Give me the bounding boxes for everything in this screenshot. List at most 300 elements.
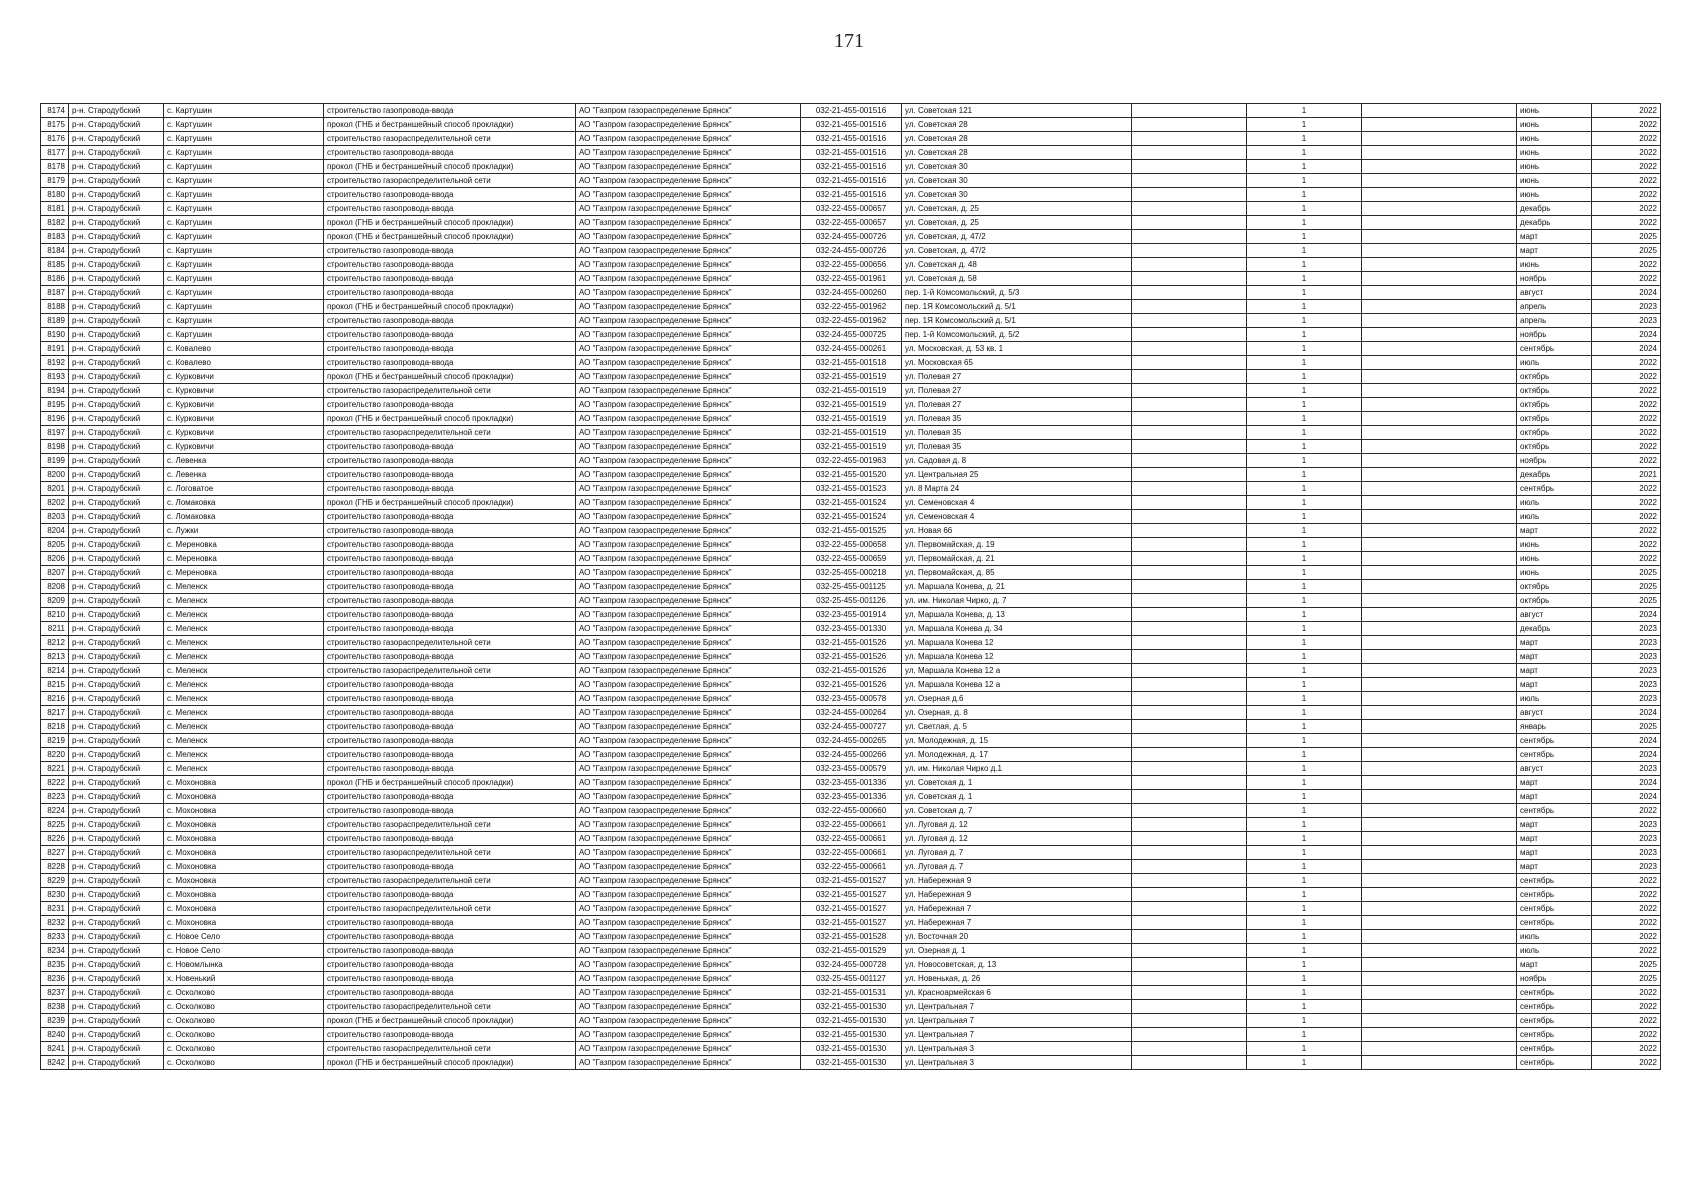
table-row (41, 678, 1661, 692)
quantity-cell: 1 (1247, 244, 1362, 258)
year-cell: 2022 (1592, 524, 1661, 538)
empty-cell (1362, 832, 1517, 846)
quantity-cell: 1 (1247, 426, 1362, 440)
row-number: 8200 (41, 468, 69, 482)
empty-cell (1362, 986, 1517, 1000)
organization-cell: АО "Газпром газораспределение Брянск" (576, 762, 801, 776)
work-type-cell: строительство газораспределительной сети (324, 132, 576, 146)
address-cell: ул. Маршала Конева 12 (902, 650, 1132, 664)
empty-cell (1132, 818, 1247, 832)
work-type-cell: строительство газопровода-ввода (324, 482, 576, 496)
table-row (41, 146, 1661, 160)
organization-cell: АО "Газпром газораспределение Брянск" (576, 146, 801, 160)
code-cell: 032-23-455-000578 (801, 692, 902, 706)
organization-cell: АО "Газпром газораспределение Брянск" (576, 412, 801, 426)
address-cell: ул. Советская 30 (902, 174, 1132, 188)
district-cell: р-н. Стародубский (69, 244, 164, 258)
table-row (41, 342, 1661, 356)
quantity-cell: 1 (1247, 958, 1362, 972)
empty-cell (1362, 678, 1517, 692)
table-row (41, 734, 1661, 748)
organization-cell: АО "Газпром газораспределение Брянск" (576, 650, 801, 664)
code-cell: 032-24-455-000726 (801, 244, 902, 258)
empty-cell (1132, 216, 1247, 230)
year-cell: 2023 (1592, 622, 1661, 636)
empty-cell (1132, 566, 1247, 580)
address-cell: ул. Советская 30 (902, 188, 1132, 202)
row-number: 8188 (41, 300, 69, 314)
empty-cell (1362, 146, 1517, 160)
address-cell: ул. Центральная 3 (902, 1056, 1132, 1070)
empty-cell (1362, 734, 1517, 748)
empty-cell (1362, 720, 1517, 734)
locality-cell: с. Картушин (164, 314, 324, 328)
table-row (41, 132, 1661, 146)
work-type-cell: строительство газораспределительной сети (324, 426, 576, 440)
row-number: 8230 (41, 888, 69, 902)
work-type-cell: строительство газопровода-ввода (324, 622, 576, 636)
empty-cell (1132, 734, 1247, 748)
table-row (41, 286, 1661, 300)
quantity-cell: 1 (1247, 902, 1362, 916)
month-cell: апрель (1517, 314, 1592, 328)
month-cell: март (1517, 650, 1592, 664)
address-cell: ул. Полевая 35 (902, 412, 1132, 426)
year-cell: 2022 (1592, 118, 1661, 132)
month-cell: октябрь (1517, 384, 1592, 398)
table-row (41, 398, 1661, 412)
address-cell: ул. Молодежная, д. 17 (902, 748, 1132, 762)
organization-cell: АО "Газпром газораспределение Брянск" (576, 636, 801, 650)
table-row (41, 944, 1661, 958)
quantity-cell: 1 (1247, 1028, 1362, 1042)
year-cell: 2022 (1592, 804, 1661, 818)
year-cell: 2022 (1592, 874, 1661, 888)
month-cell: март (1517, 776, 1592, 790)
empty-cell (1132, 846, 1247, 860)
locality-cell: с. Картушин (164, 160, 324, 174)
district-cell: р-н. Стародубский (69, 174, 164, 188)
locality-cell: с. Меленск (164, 608, 324, 622)
quantity-cell: 1 (1247, 818, 1362, 832)
empty-cell (1362, 888, 1517, 902)
quantity-cell: 1 (1247, 734, 1362, 748)
district-cell: р-н. Стародубский (69, 636, 164, 650)
table-row (41, 650, 1661, 664)
code-cell: 032-21-455-001519 (801, 412, 902, 426)
work-type-cell: строительство газопровода-ввода (324, 272, 576, 286)
empty-cell (1132, 300, 1247, 314)
quantity-cell: 1 (1247, 454, 1362, 468)
year-cell: 2022 (1592, 496, 1661, 510)
month-cell: сентябрь (1517, 1014, 1592, 1028)
district-cell: р-н. Стародубский (69, 524, 164, 538)
year-cell: 2025 (1592, 244, 1661, 258)
empty-cell (1362, 762, 1517, 776)
quantity-cell: 1 (1247, 342, 1362, 356)
year-cell: 2022 (1592, 412, 1661, 426)
month-cell: октябрь (1517, 594, 1592, 608)
organization-cell: АО "Газпром газораспределение Брянск" (576, 370, 801, 384)
empty-cell (1362, 356, 1517, 370)
empty-cell (1362, 636, 1517, 650)
code-cell: 032-24-455-000266 (801, 748, 902, 762)
district-cell: р-н. Стародубский (69, 398, 164, 412)
work-type-cell: строительство газопровода-ввода (324, 972, 576, 986)
quantity-cell: 1 (1247, 202, 1362, 216)
table-row (41, 1042, 1661, 1056)
locality-cell: с. Меленск (164, 664, 324, 678)
work-type-cell: строительство газопровода-ввода (324, 538, 576, 552)
code-cell: 032-25-455-001127 (801, 972, 902, 986)
year-cell: 2023 (1592, 860, 1661, 874)
work-type-cell: строительство газопровода-ввода (324, 762, 576, 776)
row-number: 8231 (41, 902, 69, 916)
work-type-cell: строительство газопровода-ввода (324, 916, 576, 930)
address-cell: ул. им. Николая Чирко д.1 (902, 762, 1132, 776)
address-cell: ул. Московская 65 (902, 356, 1132, 370)
empty-cell (1132, 916, 1247, 930)
code-cell: 032-22-455-001962 (801, 300, 902, 314)
row-number: 8202 (41, 496, 69, 510)
address-cell: ул. Первомайская, д. 19 (902, 538, 1132, 552)
district-cell: р-н. Стародубский (69, 958, 164, 972)
month-cell: сентябрь (1517, 748, 1592, 762)
district-cell: р-н. Стародубский (69, 188, 164, 202)
table-row (41, 720, 1661, 734)
year-cell: 2024 (1592, 790, 1661, 804)
empty-cell (1362, 104, 1517, 118)
organization-cell: АО "Газпром газораспределение Брянск" (576, 790, 801, 804)
row-number: 8179 (41, 174, 69, 188)
organization-cell: АО "Газпром газораспределение Брянск" (576, 986, 801, 1000)
row-number: 8201 (41, 482, 69, 496)
year-cell: 2022 (1592, 146, 1661, 160)
locality-cell: с. Новомлынка (164, 958, 324, 972)
locality-cell: с. Осколково (164, 1000, 324, 1014)
locality-cell: с. Осколково (164, 1028, 324, 1042)
empty-cell (1132, 356, 1247, 370)
empty-cell (1362, 1042, 1517, 1056)
locality-cell: с. Картушин (164, 118, 324, 132)
work-type-cell: строительство газопровода-ввода (324, 580, 576, 594)
code-cell: 032-21-455-001516 (801, 146, 902, 160)
address-cell: ул. Луговая д. 12 (902, 818, 1132, 832)
month-cell: июнь (1517, 538, 1592, 552)
quantity-cell: 1 (1247, 888, 1362, 902)
address-cell: ул. Советская д. 7 (902, 804, 1132, 818)
code-cell: 032-22-455-000656 (801, 258, 902, 272)
quantity-cell: 1 (1247, 258, 1362, 272)
empty-cell (1132, 986, 1247, 1000)
address-cell: ул. Центральная 3 (902, 1042, 1132, 1056)
code-cell: 032-22-455-000658 (801, 538, 902, 552)
quantity-cell: 1 (1247, 860, 1362, 874)
code-cell: 032-22-455-001962 (801, 314, 902, 328)
address-cell: пер. 1Я Комсомольский д. 5/1 (902, 314, 1132, 328)
work-type-cell: строительство газопровода-ввода (324, 944, 576, 958)
code-cell: 032-21-455-001526 (801, 650, 902, 664)
empty-cell (1132, 1028, 1247, 1042)
quantity-cell: 1 (1247, 188, 1362, 202)
quantity-cell: 1 (1247, 384, 1362, 398)
district-cell: р-н. Стародубский (69, 916, 164, 930)
district-cell: р-н. Стародубский (69, 874, 164, 888)
empty-cell (1132, 370, 1247, 384)
year-cell: 2024 (1592, 776, 1661, 790)
month-cell: декабрь (1517, 216, 1592, 230)
month-cell: июнь (1517, 552, 1592, 566)
code-cell: 032-22-455-000661 (801, 860, 902, 874)
year-cell: 2024 (1592, 328, 1661, 342)
code-cell: 032-21-455-001516 (801, 174, 902, 188)
empty-cell (1132, 650, 1247, 664)
organization-cell: АО "Газпром газораспределение Брянск" (576, 300, 801, 314)
empty-cell (1362, 188, 1517, 202)
year-cell: 2021 (1592, 468, 1661, 482)
row-number: 8196 (41, 412, 69, 426)
table-row (41, 538, 1661, 552)
year-cell: 2022 (1592, 944, 1661, 958)
empty-cell (1362, 370, 1517, 384)
year-cell: 2023 (1592, 832, 1661, 846)
district-cell: р-н. Стародубский (69, 356, 164, 370)
month-cell: октябрь (1517, 412, 1592, 426)
month-cell: июнь (1517, 118, 1592, 132)
work-type-cell: строительство газопровода-ввода (324, 748, 576, 762)
year-cell: 2022 (1592, 384, 1661, 398)
month-cell: сентябрь (1517, 734, 1592, 748)
work-type-cell: строительство газопровода-ввода (324, 958, 576, 972)
quantity-cell: 1 (1247, 398, 1362, 412)
district-cell: р-н. Стародубский (69, 790, 164, 804)
work-type-cell: строительство газопровода-ввода (324, 524, 576, 538)
month-cell: январь (1517, 720, 1592, 734)
quantity-cell: 1 (1247, 720, 1362, 734)
organization-cell: АО "Газпром газораспределение Брянск" (576, 580, 801, 594)
district-cell: р-н. Стародубский (69, 594, 164, 608)
quantity-cell: 1 (1247, 622, 1362, 636)
month-cell: сентябрь (1517, 482, 1592, 496)
empty-cell (1132, 440, 1247, 454)
month-cell: март (1517, 958, 1592, 972)
month-cell: октябрь (1517, 370, 1592, 384)
work-type-cell: строительство газопровода-ввода (324, 734, 576, 748)
organization-cell: АО "Газпром газораспределение Брянск" (576, 664, 801, 678)
district-cell: р-н. Стародубский (69, 202, 164, 216)
organization-cell: АО "Газпром газораспределение Брянск" (576, 398, 801, 412)
month-cell: сентябрь (1517, 1042, 1592, 1056)
quantity-cell: 1 (1247, 594, 1362, 608)
address-cell: ул. Маршала Конева 12 (902, 636, 1132, 650)
work-type-cell: строительство газопровода-ввода (324, 356, 576, 370)
table-row (41, 160, 1661, 174)
address-cell: ул. Полевая 35 (902, 440, 1132, 454)
quantity-cell: 1 (1247, 300, 1362, 314)
district-cell: р-н. Стародубский (69, 496, 164, 510)
empty-cell (1362, 1000, 1517, 1014)
code-cell: 032-24-455-000726 (801, 230, 902, 244)
quantity-cell: 1 (1247, 216, 1362, 230)
table-row (41, 930, 1661, 944)
code-cell: 032-25-455-001126 (801, 594, 902, 608)
empty-cell (1132, 118, 1247, 132)
organization-cell: АО "Газпром газораспределение Брянск" (576, 594, 801, 608)
year-cell: 2022 (1592, 370, 1661, 384)
empty-cell (1132, 692, 1247, 706)
table-row (41, 846, 1661, 860)
locality-cell: с. Мереновка (164, 552, 324, 566)
organization-cell: АО "Газпром газораспределение Брянск" (576, 104, 801, 118)
year-cell: 2022 (1592, 930, 1661, 944)
month-cell: март (1517, 678, 1592, 692)
work-type-cell: строительство газопровода-ввода (324, 566, 576, 580)
empty-cell (1132, 454, 1247, 468)
quantity-cell: 1 (1247, 496, 1362, 510)
work-type-cell: строительство газораспределительной сети (324, 902, 576, 916)
quantity-cell: 1 (1247, 874, 1362, 888)
work-type-cell: строительство газораспределительной сети (324, 174, 576, 188)
table-row (41, 622, 1661, 636)
quantity-cell: 1 (1247, 944, 1362, 958)
row-number: 8208 (41, 580, 69, 594)
organization-cell: АО "Газпром газораспределение Брянск" (576, 188, 801, 202)
code-cell: 032-21-455-001520 (801, 468, 902, 482)
row-number: 8195 (41, 398, 69, 412)
address-cell: ул. Советская 121 (902, 104, 1132, 118)
locality-cell: с. Картушин (164, 244, 324, 258)
organization-cell: АО "Газпром газораспределение Брянск" (576, 426, 801, 440)
row-number: 8182 (41, 216, 69, 230)
organization-cell: АО "Газпром газораспределение Брянск" (576, 608, 801, 622)
organization-cell: АО "Газпром газораспределение Брянск" (576, 818, 801, 832)
code-cell: 032-21-455-001519 (801, 370, 902, 384)
code-cell: 032-21-455-001519 (801, 384, 902, 398)
code-cell: 032-25-455-001125 (801, 580, 902, 594)
locality-cell: с. Курковичи (164, 370, 324, 384)
locality-cell: с. Мереновка (164, 566, 324, 580)
empty-cell (1132, 902, 1247, 916)
month-cell: июль (1517, 930, 1592, 944)
row-number: 8223 (41, 790, 69, 804)
code-cell: 032-24-455-000260 (801, 286, 902, 300)
empty-cell (1132, 468, 1247, 482)
month-cell: сентябрь (1517, 902, 1592, 916)
row-number: 8180 (41, 188, 69, 202)
work-type-cell: строительство газопровода-ввода (324, 860, 576, 874)
table-row (41, 104, 1661, 118)
page-number: 171 (834, 30, 864, 52)
code-cell: 032-21-455-001524 (801, 496, 902, 510)
table-row (41, 328, 1661, 342)
empty-cell (1362, 1014, 1517, 1028)
work-type-cell: строительство газопровода-ввода (324, 202, 576, 216)
empty-cell (1362, 230, 1517, 244)
address-cell: ул. Полевая 27 (902, 384, 1132, 398)
empty-cell (1362, 174, 1517, 188)
empty-cell (1362, 818, 1517, 832)
quantity-cell: 1 (1247, 230, 1362, 244)
year-cell: 2024 (1592, 706, 1661, 720)
year-cell: 2024 (1592, 734, 1661, 748)
code-cell: 032-23-455-001336 (801, 790, 902, 804)
work-type-cell: строительство газопровода-ввода (324, 790, 576, 804)
empty-cell (1132, 314, 1247, 328)
code-cell: 032-23-455-001914 (801, 608, 902, 622)
quantity-cell: 1 (1247, 1042, 1362, 1056)
quantity-cell: 1 (1247, 930, 1362, 944)
district-cell: р-н. Стародубский (69, 1028, 164, 1042)
table-row (41, 552, 1661, 566)
empty-cell (1132, 888, 1247, 902)
month-cell: август (1517, 762, 1592, 776)
month-cell: март (1517, 230, 1592, 244)
address-cell: ул. Советская д. 48 (902, 258, 1132, 272)
locality-cell: с. Картушин (164, 286, 324, 300)
locality-cell: с. Мохоновка (164, 860, 324, 874)
row-number: 8215 (41, 678, 69, 692)
address-cell: ул. Советская, д. 47/2 (902, 230, 1132, 244)
locality-cell: с. Мохоновка (164, 790, 324, 804)
organization-cell: АО "Газпром газораспределение Брянск" (576, 958, 801, 972)
organization-cell: АО "Газпром газораспределение Брянск" (576, 944, 801, 958)
locality-cell: с. Новое Село (164, 944, 324, 958)
empty-cell (1362, 510, 1517, 524)
empty-cell (1362, 454, 1517, 468)
row-number: 8216 (41, 692, 69, 706)
district-cell: р-н. Стародубский (69, 440, 164, 454)
month-cell: июль (1517, 496, 1592, 510)
locality-cell: с. Картушин (164, 202, 324, 216)
work-type-cell: строительство газопровода-ввода (324, 1028, 576, 1042)
quantity-cell: 1 (1247, 174, 1362, 188)
year-cell: 2023 (1592, 636, 1661, 650)
empty-cell (1132, 776, 1247, 790)
code-cell: 032-21-455-001530 (801, 1000, 902, 1014)
locality-cell: с. Картушин (164, 328, 324, 342)
month-cell: декабрь (1517, 622, 1592, 636)
month-cell: сентябрь (1517, 1028, 1592, 1042)
work-type-cell: строительство газопровода-ввода (324, 440, 576, 454)
organization-cell: АО "Газпром газораспределение Брянск" (576, 132, 801, 146)
table-row (41, 510, 1661, 524)
address-cell: ул. Молодежная, д. 15 (902, 734, 1132, 748)
organization-cell: АО "Газпром газораспределение Брянск" (576, 706, 801, 720)
row-number: 8225 (41, 818, 69, 832)
table-row (41, 636, 1661, 650)
year-cell: 2025 (1592, 958, 1661, 972)
table-row (41, 692, 1661, 706)
empty-cell (1132, 146, 1247, 160)
quantity-cell: 1 (1247, 972, 1362, 986)
empty-cell (1132, 552, 1247, 566)
year-cell: 2025 (1592, 566, 1661, 580)
locality-cell: с. Мохоновка (164, 846, 324, 860)
work-type-cell: строительство газопровода-ввода (324, 104, 576, 118)
district-cell: р-н. Стародубский (69, 104, 164, 118)
year-cell: 2022 (1592, 1028, 1661, 1042)
district-cell: р-н. Стародубский (69, 888, 164, 902)
district-cell: р-н. Стародубский (69, 314, 164, 328)
empty-cell (1132, 594, 1247, 608)
quantity-cell: 1 (1247, 776, 1362, 790)
empty-cell (1362, 216, 1517, 230)
locality-cell: с. Картушин (164, 258, 324, 272)
organization-cell: АО "Газпром газораспределение Брянск" (576, 1000, 801, 1014)
district-cell: р-н. Стародубский (69, 776, 164, 790)
code-cell: 032-22-455-000660 (801, 804, 902, 818)
table-row (41, 300, 1661, 314)
